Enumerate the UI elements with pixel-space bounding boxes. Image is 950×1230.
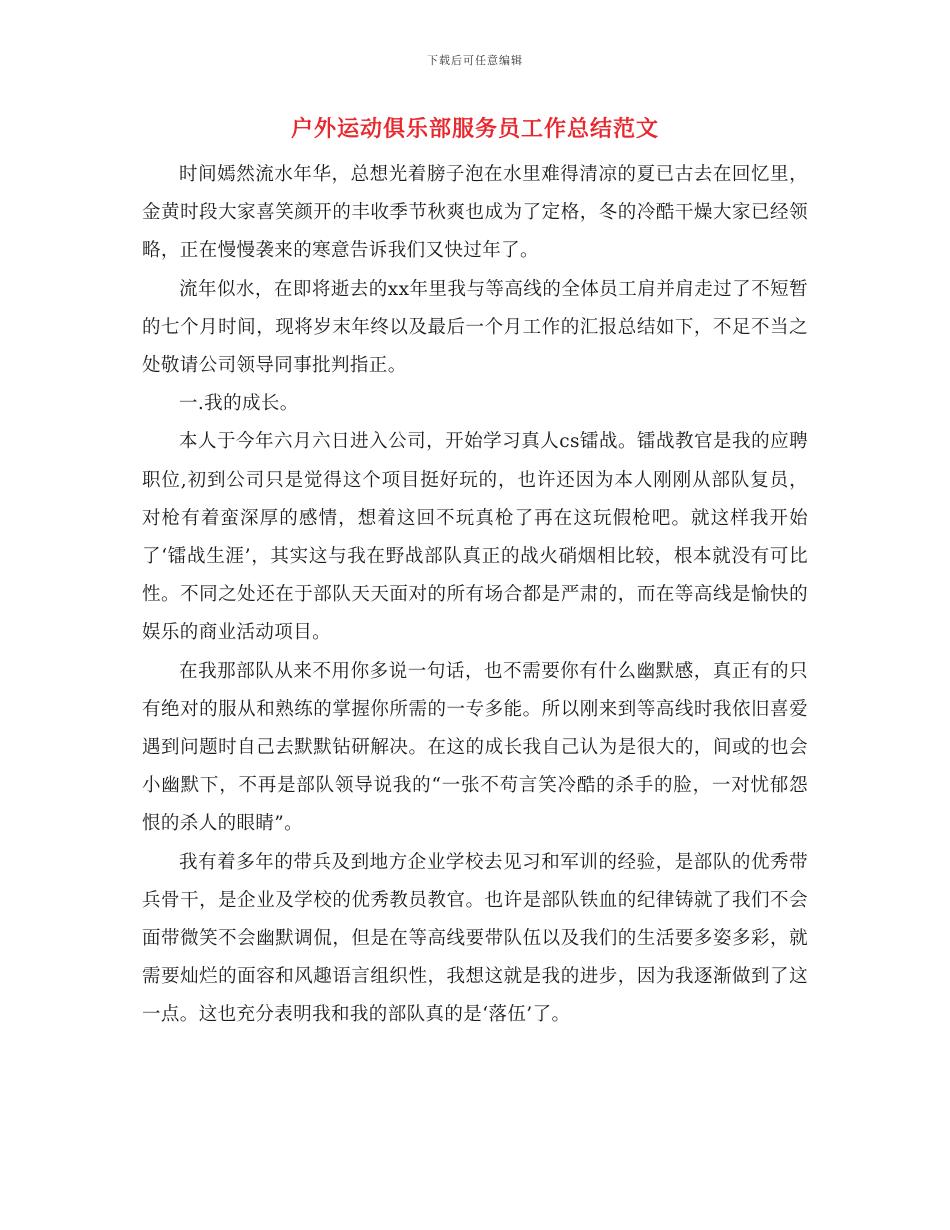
document-body: [142, 156, 808, 1035]
paragraph-intro: 时间嫣然流水年华，总想光着膀子泡在水里难得清凉的夏已古去在回忆里，金黄时段大家喜笑颜开的丰收季节秋爽也成为了定格，冬的冷酷干燥大家已经领略，正在慢慢袭来的寒意告诉我们又快过年了。: [142, 164, 808, 262]
document-title: 户外运动俱乐部服务员工作总结范文: [290, 116, 659, 142]
section-heading-growth: 一.我的成长。: [179, 393, 299, 415]
paragraph-summary: 流年似水，在即将逝去的xx年里我与等高线的全体员工肩并肩走过了不短暂的七个月时间，现将岁末年终以及最后一个月工作的汇报总结如下，不足不当之处敬请公司领导同事批判指正。: [142, 278, 808, 377]
paragraph-army-contrast: 在我那部队从来不用你多说一句话，也不需要你有什么幽默感，真正有的只有绝对的服从和熟练的掌握你所需的一专多能。所以刚来到等高线时我依旧喜爱遇到问题时自己去默默钻研解决。在这的成长我自己认为是很大的，间或的也会小幽默下，不再是部队领导说我的“一张不苟言笑冷酷的杀手的脸，一对忧郁怨恨的杀人的眼睛”。: [142, 660, 808, 835]
paragraph-joining: 本人于今年六月六日进入公司，开始学习真人cs镭战。镭战教官是我的应聘职位,初到公司只是觉得这个项目挺好玩的，也许还因为本人刚刚从部队复员，对枪有着蛮深厚的感情，想着这回不玩真枪了再在这玩假枪吧。就这样我开始了‘镭战生涯’，其实这与我在野战部队真正的战火硝烟相比较，根本就没有可比性。不同之处还在于部队天天面对的所有场合都是严肃的，而在等高线是愉快的娱乐的商业活动项目。: [142, 431, 808, 644]
paragraph-experience: 我有着多年的带兵及到地方企业学校去见习和军训的经验，是部队的优秀带兵骨干，是企业及学校的优秀教员教官。也许是部队铁血的纪律铸就了我们不会面带微笑不会幽默调侃，但是在等高线要带队伍以及我们的生活要多姿多彩，就需要灿烂的面容和风趣语言组织性，我想这就是我的进步，因为我逐渐做到了这一点。这也充分表明我和我的部队真的是‘落伍’了。: [142, 851, 808, 1026]
header-note: 下载后可任意编辑: [427, 54, 523, 67]
